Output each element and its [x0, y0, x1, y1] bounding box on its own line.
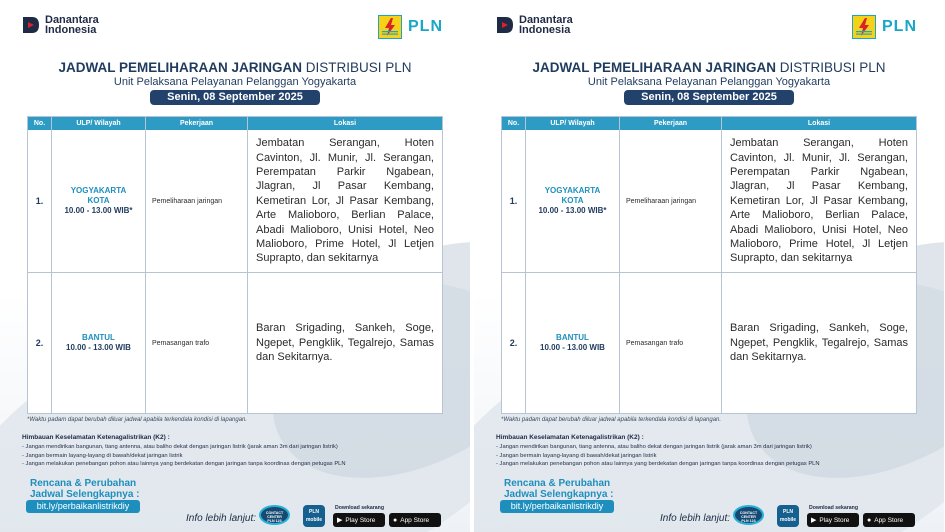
- row2-ulp-city: BANTUL: [82, 333, 115, 342]
- row1-ulp: [52, 130, 145, 272]
- apple-icon: ●: [393, 516, 398, 524]
- contact-center-badge[interactable]: [259, 505, 290, 525]
- title-bold: JADWAL PEMELIHARAAN JARINGAN: [58, 60, 302, 75]
- safety-item: - Jangan melakukan penebangan pohon atau lainnya yang berdekatan dengan jaringan tanpa koordinas dengan petugas PLN: [22, 461, 346, 467]
- download-label: Download sekarang: [809, 505, 859, 511]
- safety-item: - Jangan bermain layang-layang di bawah/dekat jaringan listrik: [22, 452, 183, 459]
- cc-line1: CONTACT: [739, 511, 758, 515]
- title-rest: DISTRIBUSI PLN: [301, 60, 412, 75]
- page-title: [0, 60, 470, 75]
- cc-line3: PLN 123: [267, 519, 282, 523]
- pln-logo: [852, 15, 917, 39]
- safety-item: - Jangan mendirikan bangunan, tiang antenna, atau baliho dekat dengan jaringan listrik (jarak aman 3m dari jaringan listrik): [22, 444, 338, 450]
- schedule-info-heading: [30, 478, 140, 500]
- danantara-logo-icon: [22, 15, 40, 35]
- cc-line2: CENTER: [267, 515, 282, 519]
- app-store-button[interactable]: [863, 513, 915, 527]
- row1-time: 10.00 - 13.00 WIB*: [64, 206, 133, 215]
- pm-line1: PLN: [783, 509, 793, 515]
- safety-title: Himbauan Keselamatan Ketenagalistrikan (K2) :: [496, 434, 644, 441]
- pln-logo-text: PLN: [882, 18, 917, 35]
- danantara-logo-text: Danantara: [45, 14, 99, 26]
- app-store-button[interactable]: [389, 513, 441, 527]
- apple-icon: ●: [867, 516, 872, 524]
- row2-job: Pemasangan trafo: [152, 339, 210, 347]
- google-play-label: Play Store: [345, 516, 376, 524]
- danantara-logo-text: Danantara: [519, 14, 573, 26]
- safety-title: Himbauan Keselamatan Ketenagalistrikan (K2) :: [22, 434, 170, 441]
- poster-panel-right: [474, 0, 944, 532]
- unit-subtitle: Unit Pelaksana Pelayanan Pelanggan Yogyakarta: [113, 76, 357, 88]
- download-label: Download sekarang: [335, 505, 385, 511]
- header-ulp: ULP/ Wilayah: [550, 120, 595, 127]
- pm-line2: mobile: [779, 517, 797, 523]
- row2-location: Baran Srigading, Sankeh, Soge, Ngepet, Pengklik, Tegalrejo, Samas dan Sekitarnya.: [730, 322, 908, 364]
- footnote: *Waktu padam dapat berubah diluar jadwal apabila terkendala kondisi di lapangan.: [27, 417, 248, 423]
- schedule-table: [27, 116, 443, 414]
- row1-location: Jembatan Serangan, Hoten Cavinton, Jl. Munir, Jl. Serangan, Perempatan Parkir Ngabean, Jlagran, Jl Pasar Kembang, Kemetiran Lor, Jl Pasar Kembang, Arte Malioboro, Berlian Palace, Abadi Malioboro, Unisi Hotel, Neo Malioboro, Prime Hotel, Jl Letjen Suprapto, dan sekitarnya: [730, 137, 908, 265]
- header-location: Lokasi: [807, 120, 831, 127]
- safety-item: - Jangan bermain layang-layang di bawah/dekat jaringan listrik: [496, 452, 657, 459]
- safety-list: [22, 443, 346, 469]
- rencana-line1: Rencana & Perubahan: [30, 478, 137, 489]
- pln-mobile-badge[interactable]: [303, 505, 325, 527]
- pln-logo: [378, 15, 443, 39]
- unit-subtitle: Unit Pelaksana Pelayanan Pelanggan Yogyakarta: [587, 76, 831, 88]
- header-job: Pekerjaan: [179, 120, 214, 127]
- rencana-line2: Jadwal Selengkapnya :: [504, 489, 614, 500]
- schedule-info-heading: [504, 478, 614, 500]
- row1-ulp-city-2: KOTA: [561, 196, 584, 205]
- rencana-line1: Rencana & Perubahan: [504, 478, 611, 489]
- row2-ulp: [52, 273, 145, 413]
- row1-no: 1.: [35, 196, 44, 206]
- row1-ulp-city-2: KOTA: [87, 196, 110, 205]
- row2-time: 10.00 - 13.00 WIB: [66, 343, 131, 352]
- google-play-button[interactable]: [333, 513, 385, 527]
- safety-item: - Jangan mendirikan bangunan, tiang antenna, atau baliho dekat dengan jaringan listrik (jarak aman 3m dari jaringan listrik): [496, 444, 812, 450]
- danantara-logo: [22, 15, 99, 35]
- play-triangle-icon: ▶: [811, 517, 817, 524]
- danantara-logo-icon: [496, 15, 514, 35]
- row1-job: Pemeliharaan jaringan: [626, 197, 697, 205]
- danantara-logo-text: Indonesia: [519, 24, 571, 36]
- row1-location: Jembatan Serangan, Hoten Cavinton, Jl. Munir, Jl. Serangan, Perempatan Parkir Ngabean, Jlagran, Jl Pasar Kembang, Kemetiran Lor, Jl Pasar Kembang, Arte Malioboro, Berlian Palace, Abadi Malioboro, Unisi Hotel, Neo Malioboro, Prime Hotel, Jl Letjen Suprapto, dan sekitarnya: [256, 137, 434, 265]
- app-store-label: App Store: [400, 516, 430, 524]
- cc-line2: CENTER: [741, 515, 756, 519]
- footnote: *Waktu padam dapat berubah diluar jadwal apabila terkendala kondisi di lapangan.: [501, 417, 722, 423]
- info-label: Info lebih lanjut:: [660, 513, 731, 524]
- row2-location: Baran Srigading, Sankeh, Soge, Ngepet, Pengklik, Tegalrejo, Samas dan Sekitarnya.: [256, 322, 434, 364]
- contact-center-badge[interactable]: [733, 505, 764, 525]
- pln-lightning-icon: [852, 15, 876, 39]
- schedule-link[interactable]: bit.ly/perbaikanlistrikdiy: [500, 500, 614, 513]
- danantara-logo: [496, 15, 573, 35]
- safety-item: - Jangan melakukan penebangan pohon atau lainnya yang berdekatan dengan jaringan tanpa koordinas dengan petugas PLN: [496, 461, 820, 467]
- header-job: Pekerjaan: [653, 120, 688, 127]
- page-title: [474, 60, 944, 75]
- row1-time: 10.00 - 13.00 WIB*: [538, 206, 607, 215]
- header-ulp: ULP/ Wilayah: [76, 120, 121, 127]
- schedule-table: [501, 116, 917, 414]
- row2-no: 2.: [35, 338, 44, 348]
- app-store-label: App Store: [874, 516, 904, 524]
- pm-line2: mobile: [305, 517, 323, 523]
- google-play-label: Play Store: [819, 516, 850, 524]
- pm-line1: PLN: [309, 509, 319, 515]
- rencana-line2: Jadwal Selengkapnya :: [30, 489, 140, 500]
- header-no: No.: [33, 120, 46, 127]
- row2-ulp: [526, 273, 619, 413]
- play-triangle-icon: ▶: [337, 517, 343, 524]
- row1-no: 1.: [509, 196, 518, 206]
- danantara-logo-text: Indonesia: [45, 24, 97, 36]
- date-badge: Senin, 08 September 2025: [624, 90, 794, 105]
- pln-logo-text: PLN: [408, 18, 443, 35]
- row1-ulp-city: YOGYAKARTA: [70, 186, 127, 195]
- pln-lightning-icon: [378, 15, 402, 39]
- row2-job: Pemasangan trafo: [626, 339, 684, 347]
- row1-ulp-city: YOGYAKARTA: [544, 186, 601, 195]
- row1-ulp: [526, 130, 619, 272]
- google-play-button[interactable]: [807, 513, 859, 527]
- table-header: [28, 117, 442, 130]
- cc-line3: PLN 123: [741, 519, 756, 523]
- cc-line1: CONTACT: [265, 511, 284, 515]
- poster-panel-left: [0, 0, 470, 532]
- row1-job: Pemeliharaan jaringan: [152, 197, 223, 205]
- date-badge: Senin, 08 September 2025: [150, 90, 320, 105]
- row2-time: 10.00 - 13.00 WIB: [540, 343, 605, 352]
- table-header: [502, 117, 916, 130]
- row2-ulp-city: BANTUL: [556, 333, 589, 342]
- row2-no: 2.: [509, 338, 518, 348]
- safety-list: [496, 443, 820, 469]
- header-no: No.: [507, 120, 520, 127]
- pln-mobile-badge[interactable]: [777, 505, 799, 527]
- title-bold: JADWAL PEMELIHARAAN JARINGAN: [532, 60, 776, 75]
- title-rest: DISTRIBUSI PLN: [775, 60, 886, 75]
- schedule-link[interactable]: bit.ly/perbaikanlistrikdiy: [26, 500, 140, 513]
- info-label: Info lebih lanjut:: [186, 513, 257, 524]
- header-location: Lokasi: [333, 120, 357, 127]
